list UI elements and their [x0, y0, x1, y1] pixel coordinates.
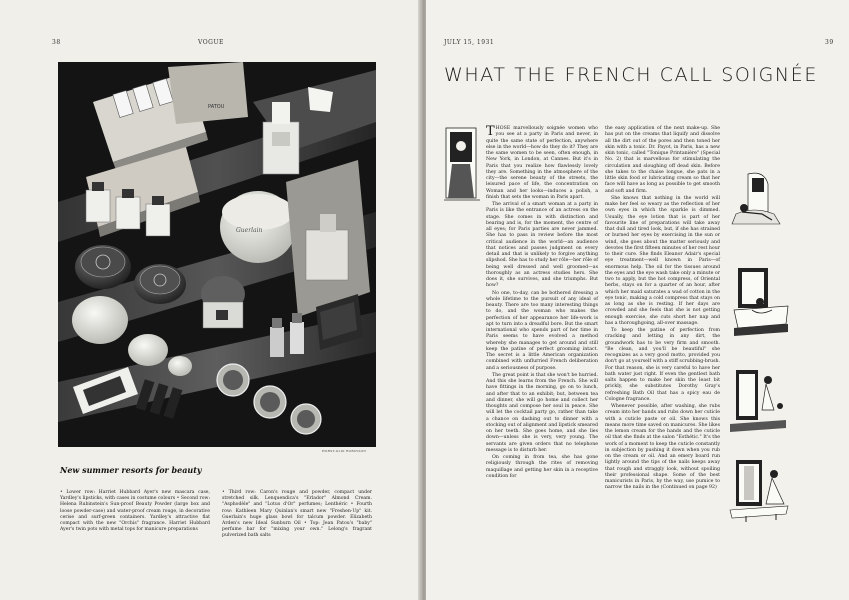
svg-text:Guerlain: Guerlain: [236, 227, 263, 234]
illustration-woman-dressing: [728, 366, 788, 438]
article-paragraph: On coming in from tea, she has gone religiously through the rites of removing maquillage and getting her skin in a receptive condition for: [486, 455, 598, 479]
manicure-pots: [201, 276, 245, 328]
issue-date: JULY 15, 1931: [444, 39, 495, 46]
article-paragraph: Whenever possible, after washing, she rubs cream into her hands and rubs down her cuticle with a cuticle paste or oil. She knows this means more time saved on manicures. She likes the lemon cream for the hands and the cuticle oil that she finds at the salon "Esthétic." It's the work of a moment to keep the cuticle constantly in subjection by pushing it down when you rub on the cream or oil. And an emery board run lightly around the tips of the nails keeps away that rough and straggly look, without spoiling their professional shape. Some of the best manicurists in Paris, by the way, use pumice to narrow the nails in the (Continued on page 92): [605, 404, 720, 491]
sunburn-oil-bottle: [286, 160, 370, 317]
cosmetics-still-life: [58, 62, 376, 447]
caption-headline: New summer resorts for beauty: [60, 465, 202, 475]
article-intro: HOSE marvellously soignée women who you see at a party in Paris and never, in quite the same state of perfection, anywhere else in the world—how do they do it? They are the same women to be seen, often enough, in New York, in London, at Cannes. But it's in Paris that you realize how flawlessly lovely they are. Something in the atmosphere of the city—the serene beauty of the streets, the leisured pace of life, the concentration on Woman and her looks—induces a polish, a finish that sets the woman in Paris apart.: [486, 126, 598, 200]
article-headline: WHAT THE FRENCH CALL SOIGNÉE: [444, 64, 818, 86]
caption-column-1: • Lower row: Harriet Hubbard Ayer's new mascara case, Yardley's lipsticks, with cases in costume colours • Second row: Helena Rubinstein's Sun-proof Beauty Powder (large box and loose powder-case) and water-proof cream rouge, in decorative cerise and surf-green containers. Yardley's attractive flat compact with the new "Orchis" fragrance. Harriet Hubbard Ayer's twin pots with metal tops for manicure preparations: [60, 490, 210, 533]
photo-credit: HORST-GLIK ROBINSON: [322, 449, 367, 453]
article-paragraph: The great point is that she won't be hurried. And this she learns from the French. She will have fittings in the morning, go on to lunch, and after that to an exhibit; but, between tea and dinner, she will go home and collect her thoughts and compose her soul in peace. She will let the cocktail party go, rather than take a chance on dashing out to dinner with a stocking out of alignment and lipstick smeared on her teeth. She goes home, and she lies down—unless she is very, very young. The servants are given orders that no telephone message is to disturb her.: [486, 372, 598, 453]
article-paragraph: She knows that nothing in the world will make her feel so weary as the reflection of her own eyes in which the sparkle is dimmed. Usually, the eye lotion that is part of her favourite line of preparations will take away that dull and tired look, but, if she has strained or burned her eyes by exercising in the sun or wind, she goes about the matter seriously and devotes the first fifteen minutes of her rest hour to their cure. She finds Eleanor Adair's special eye treatment—well known in Paris—of enormous help. The oil for the tissues around the eyes and the eye wash take only a minute or two to apply, but the hot compress, of Oriental herbs, stays on for a quarter of an hour, after which her maid saturates a wad of cotton in the eye tonic, making a cold compress that stays on as long as she is resting. If her days are crowded and she feels that she is not getting enough exercise, she cuts short her nap and has a thoroughgoing, all-over massage.: [605, 195, 720, 326]
article-paragraph: To keep the patine of perfection from cracking and letting in any dirt, the groundwork has to be very firm and smooth. "Be clean, and you'll be beautiful" she recognizes as a very good motto, provided you don't go at yourself with a stiff scrubbing-brush. For that reason, she is very careful to have her bath water just right. If even the gentlest bath salts happen to make her skin the least bit prickly, she substitutes Dorothy Gray's refreshing Bath Oil that has a spicy eau de Cologne fragrance.: [605, 328, 720, 402]
article-paragraph: the easy application of the next make-up. She has put on the creams that liquify and dissolve all the dirt out of the pores and then toned her skin with a tonic. Dr. Payot, in Paris, has a new skin tonic, called "Tonique Printanière" (Special No. 2) that is marvellous for stimulating the circulation and sloughing off dead skin. Before she takes to the chaise longue, she pats in a little skin food or lubricating cream so that her face will have as long as possible to get smooth and soft and firm.: [605, 126, 720, 194]
illustration-woman-manicure: [726, 454, 792, 524]
drop-cap: T: [486, 124, 495, 139]
illustration-woman-at-mirror: [444, 124, 482, 204]
left-page-number: 38: [52, 39, 61, 46]
patou-box: [168, 62, 248, 124]
svg-text:PATOU: PATOU: [208, 104, 225, 110]
illustration-woman-reclining: [728, 170, 788, 230]
talcum-bowl: [220, 191, 296, 263]
article-paragraph: The arrival of a smart woman at a party in Paris is like the entrance of an actress on the stage. She comes in with distinction and bearing and is, for the moment, the centre of all eyes; for Paris parties are never jammed. She has to pass in review before the most critical audience in the world—an audience that notices and passes judgment on every detail and that is unlikely to forgive anything slipshod. She has to study her rôle—her rôle of being well dressed and well groomed—as thoroughly as an actress studies hers. She does it, she survives, and she triumphs. But how?: [486, 202, 598, 289]
caption-column-2: • Third row: Caron's rouge and powder, compact under stretched silk. Lenquendica's "Erlador" Almond Cream. "Asphodèle" and "Lotus d'Or" perfumes; Lenthéric • Fourth row: Kathleen Mary Quinlan's smart new "Freshen-Up" kit. Guerlain's huge glass bowl for talcum powder. Elizabeth Arden's new Ideal Sunburn Oil • Top: Jean Patou's "baby" perfume bar for "mixing your own." Lelong's fragrant pulverized bath salts: [222, 490, 372, 539]
article-paragraph: No one, to-day, can be bothered dressing a whole lifetime to the pursuit of any ideal of beauty. There are too many interesting things to do, and the woman who makes the perfection of her appearance her life-work is apt to turn into a dreadful bore. But the smart international who spends part of her time in Paris seems to have evolved a method whereby she manages to get around and still keep the patine of perfect grooming intact. The secret is a little American organization combined with unflurried French deliberation and a seriousness of purpose.: [486, 290, 598, 371]
cosmetics-photograph: [58, 62, 376, 447]
left-page: [0, 0, 422, 600]
right-page: [426, 0, 849, 600]
article-column-2: [605, 126, 720, 493]
left-running-head: VOGUE: [198, 39, 224, 46]
illustration-woman-in-bath: [732, 266, 790, 336]
article-column-1: [486, 126, 598, 481]
right-page-number: 39: [825, 39, 834, 46]
